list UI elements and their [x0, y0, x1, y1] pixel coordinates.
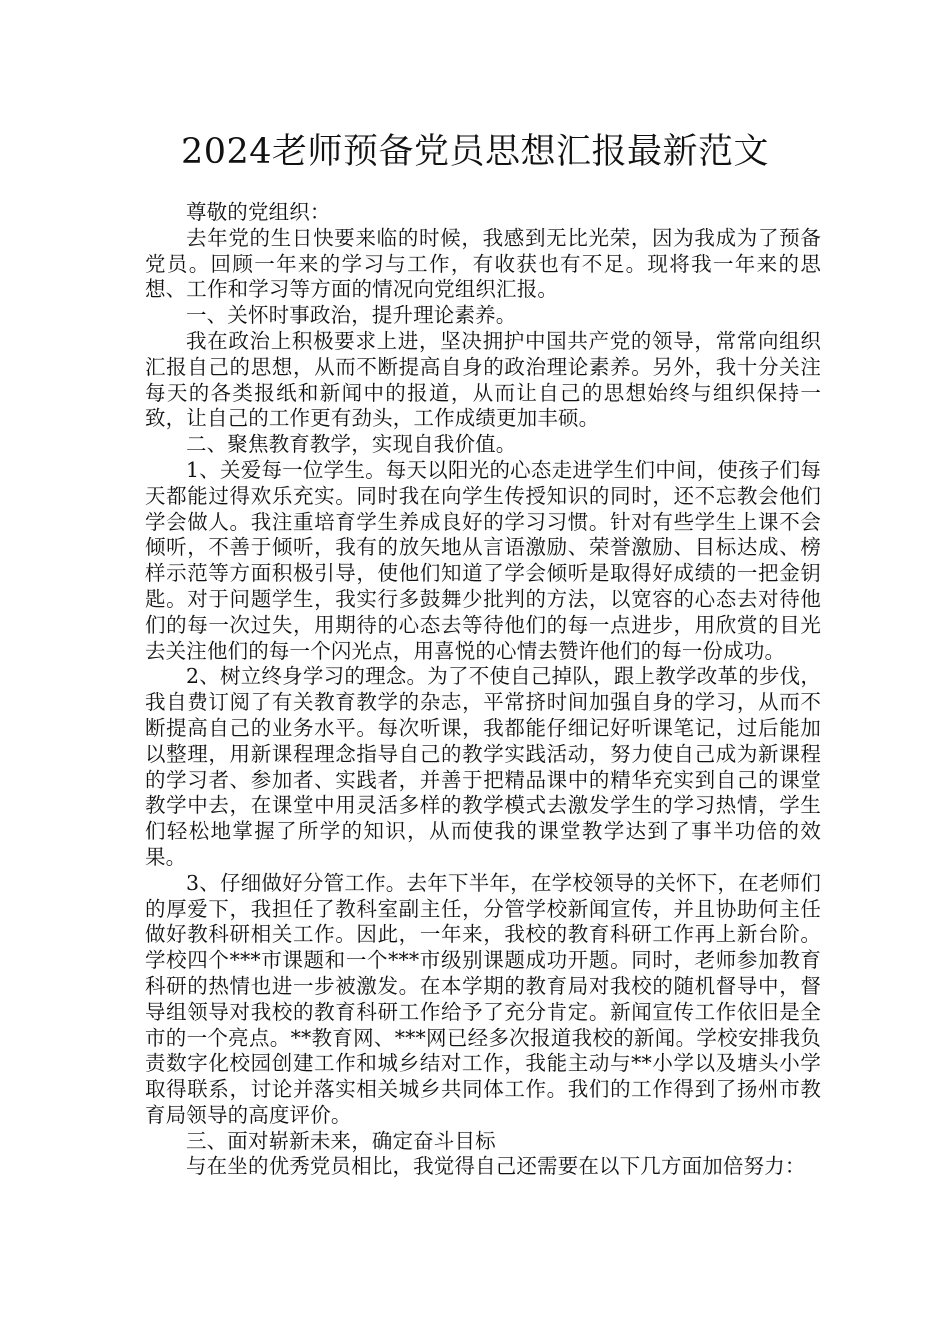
section-2-item-3: 3、仔细做好分管工作。去年下半年，在学校领导的关怀下，在老师们的厚爱下，我担任了教科室副主任，分管学校新闻宣传，并且协助何主任做好教科研相关工作。因此，一年来，我校的教育科研工作再上新台阶。学校四个***市课题和一个***市级别课题成功开题。同时，老师参加教育科研的热情也进一步被激发。在本学期的教育局对我校的随机督导中，督导组领导对我校的教育科研工作给予了充分肯定。新闻宣传工作依旧是全市的一个亮点。**教育网、***网已经多次报道我校的新闻。学校安排我负责数字化校园创建工作和城乡结对工作，我能主动与**小学以及塘头小学取得联系，讨论并落实相关城乡共同体工作。我们的工作得到了扬州市教育局领导的高度评价。 [145, 870, 821, 1127]
section-heading-3: 三、面对崭新未来，确定奋斗目标 [186, 1128, 496, 1153]
section-heading-2: 二、聚焦教育教学，实现自我价值。 [186, 432, 517, 457]
document-title: 2024老师预备党员思想汇报最新范文 [180, 132, 770, 172]
intro-paragraph: 去年党的生日快要来临的时候，我感到无比光荣，因为我成为了预备党员。回顾一年来的学习与工作，有收获也有不足。现将我一年来的思想、工作和学习等方面的情况向党组织汇报。 [145, 225, 821, 302]
salutation: 尊敬的党组织： [186, 200, 331, 224]
section-1-paragraph: 我在政治上积极要求上进，坚决拥护中国共产党的领导，常常向组织汇报自己的思想，从而不断提高自身的政治理论素养。另外，我十分关注每天的各类报纸和新闻中的报道，从而让自己的思想始终与组织保持一致，让自己的工作更有劲头，工作成绩更加丰硕。 [145, 328, 821, 431]
section-2-item-2: 2、树立终身学习的理念。为了不使自己掉队，跟上教学改革的步伐，我自费订阅了有关教育教学的杂志，平常挤时间加强自身的学习，从而不断提高自己的业务水平。每次听课，我都能仔细记好听课笔记，过后能加以整理，用新课程理念指导自己的教学实践活动，努力使自己成为新课程的学习者、参加者、实践者，并善于把精品课中的精华充实到自己的课堂教学中去，在课堂中用灵活多样的教学模式去激发学生的学习热情，学生们轻松地掌握了所学的知识，从而使我的课堂教学达到了事半功倍的效果。 [145, 664, 821, 869]
section-2-item-1: 1、关爱每一位学生。每天以阳光的心态走进学生们中间，使孩子们每天都能过得欢乐充实。同时我在向学生传授知识的同时，还不忘教会他们学会做人。我注重培育学生养成良好的学习习惯。针对有些学生上课不会倾听，不善于倾听，我有的放矢地从言语激励、荣誉激励、目标达成、榜样示范等方面积极引导，使他们知道了学会倾听是取得好成绩的一把金钥匙。对于问题学生，我实行多鼓舞少批判的方法，以宽容的心态去对待他们的每一次过失，用期待的心态去等待他们的每一点进步，用欣赏的目光去关注他们的每一个闪光点，用喜悦的心情去赞许他们的每一份成功。 [145, 457, 821, 663]
document-body [145, 200, 821, 1180]
section-3-paragraph: 与在坐的优秀党员相比，我觉得自己还需要在以下几方面加倍努力： [186, 1154, 806, 1179]
section-heading-1: 一、关怀时事政治，提升理论素养。 [186, 303, 517, 328]
